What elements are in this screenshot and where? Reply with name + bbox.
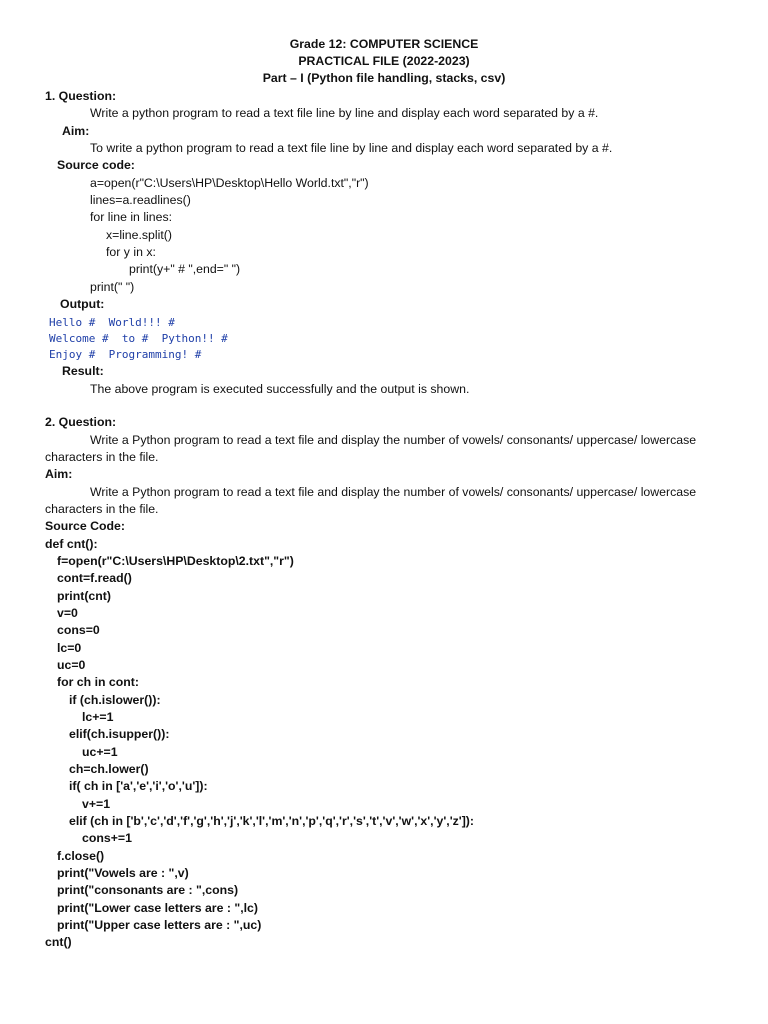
q2-code-line: lc+=1 (82, 710, 114, 724)
q1-aim-text: To write a python program to read a text file line by line and display each word separated by a #. (90, 141, 613, 155)
q2-code-line: f=open(r"C:\Users\HP\Desktop\2.txt","r") (57, 554, 294, 568)
q2-source-label: Source Code: (45, 519, 125, 533)
q2-code-line: cnt() (45, 935, 72, 949)
q2-code-line: f.close() (57, 849, 105, 863)
q2-code-line: print("Lower case letters are : ",lc) (57, 901, 258, 915)
q2-aim-label: Aim: (45, 467, 73, 481)
q2-code-line: print("Upper case letters are : ",uc) (57, 918, 262, 932)
q1-heading: 1. Question: (45, 89, 117, 103)
q1-output-label: Output: (60, 297, 105, 311)
q1-code-line: for line in lines: (90, 210, 173, 224)
q2-code-line: if (ch.islower()): (69, 693, 161, 707)
q2-aim-text: Write a Python program to read a text file and display the number of vowels/ consonants/ uppercase/ lowercase (90, 485, 697, 499)
q2-code-line: if( ch in ['a','e','i','o','u']): (69, 779, 208, 793)
q2-code-line: uc=0 (57, 658, 86, 672)
q2-code-line: print("consonants are : ",cons) (57, 883, 239, 897)
q1-output-line: Enjoy # Programming! # (49, 348, 202, 361)
q1-code-line: x=line.split() (106, 228, 172, 242)
q1-question-text: Write a python program to read a text file line by line and display each word separated by a #. (90, 106, 599, 120)
q1-code-line: print(y+" # ",end=" ") (129, 262, 241, 276)
q2-aim-text-cont: characters in the file. (45, 502, 159, 516)
q2-code-line: elif (ch in ['b','c','d','f','g','h','j','k','l','m','n','p','q','r','s','t','v','w','x','y','z']): (69, 814, 474, 828)
q1-result-label: Result: (62, 364, 104, 378)
q1-code-line: for y in x: (106, 245, 156, 259)
q1-result-text: The above program is executed successfully and the output is shown. (90, 382, 470, 396)
q2-code-line: cons+=1 (82, 831, 132, 845)
q2-question-text-cont: characters in the file. (45, 450, 159, 464)
q1-aim-label: Aim: (62, 124, 90, 138)
q2-code-line: def cnt(): (45, 537, 98, 551)
q2-code-line: v+=1 (82, 797, 111, 811)
q2-code-line: uc+=1 (82, 745, 118, 759)
doc-title-file: PRACTICAL FILE (2022-2023) (298, 54, 470, 68)
q2-code-line: lc=0 (57, 641, 82, 655)
q2-code-line: print(cnt) (57, 589, 111, 603)
q1-code-line: print(" ") (90, 280, 135, 294)
q1-code-line: lines=a.readlines() (90, 193, 191, 207)
q1-output-line: Hello # World!!! # (49, 316, 175, 329)
q1-code-line: a=open(r"C:\Users\HP\Desktop\Hello World.txt","r") (90, 176, 369, 190)
q2-code-line: cont=f.read() (57, 571, 132, 585)
q2-heading: 2. Question: (45, 415, 117, 429)
q2-question-text: Write a Python program to read a text file and display the number of vowels/ consonants/ uppercase/ lowercase (90, 433, 697, 447)
q1-output-line: Welcome # to # Python!! # (49, 332, 228, 345)
q1-source-label: Source code: (57, 158, 135, 172)
q2-code-line: print("Vowels are : ",v) (57, 866, 189, 880)
doc-title-grade: Grade 12: COMPUTER SCIENCE (289, 37, 479, 51)
q2-code-line: ch=ch.lower() (69, 762, 149, 776)
q2-code-line: elif(ch.isupper()): (69, 727, 170, 741)
q2-code-line: for ch in cont: (57, 675, 139, 689)
q2-code-line: cons=0 (57, 623, 100, 637)
doc-title-part: Part – I (Python file handling, stacks, csv) (262, 71, 506, 85)
q2-code-line: v=0 (57, 606, 78, 620)
